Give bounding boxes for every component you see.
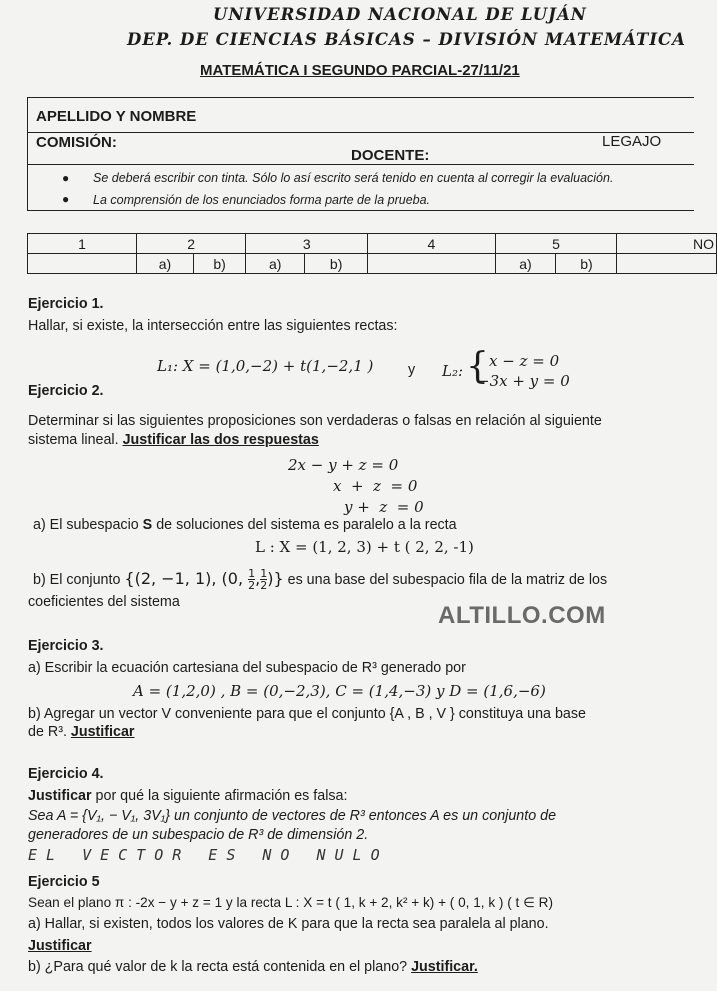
ex4-line3: generadores de un subespacio de R³ de dimensión 2. [28, 827, 369, 843]
ex5-line4-text: b) ¿Para qué valor de k la recta está contenida en el plano? [28, 959, 412, 975]
ex5-title: Ejercicio 5 [28, 874, 100, 890]
note-ink: Se deberá escribir con tinta. Sólo lo así escrito será tenido en cuenta al corregir la evaluación. [93, 171, 614, 185]
ex2-sys2: x + z = 0 [333, 477, 418, 495]
department-title: DEP. DE CIENCIAS BÁSICAS – DIVISIÓN MATEMÁTICA [127, 30, 686, 49]
ex3-b-line2-text: de R³. [28, 724, 71, 740]
ex2-title: Ejercicio 2. [28, 383, 104, 399]
note-comprehension: La comprensión de los enunciados forma parte de la prueba. [93, 193, 431, 207]
ex2-line1: Determinar si las siguientes proposiciones son verdaderas o falsas en relación al siguiente [28, 413, 602, 429]
grade-sub: b) [193, 254, 245, 274]
ex5-justify-b: Justificar. [411, 959, 478, 975]
ex3-b: b) Agregar un vector V conveniente para que el conjunto {A , B , V } constituya una base [28, 706, 586, 722]
ex1-and: y [408, 362, 416, 378]
ex5-line2: a) Hallar, si existen, todos los valores de K para que la recta sea paralela al plano. [28, 916, 549, 932]
fraction-num: 1 [260, 567, 268, 580]
grade-header: 1 [28, 234, 137, 254]
fraction-num: 1 [248, 567, 256, 580]
grade-sub: a) [495, 254, 556, 274]
ex2-line2 [28, 432, 319, 448]
ex1-line2-label: L₂: [442, 362, 464, 380]
ex5-line1: Sean el plano π : -2x − y + z = 1 y la recta L : X = t ( 1, k + 2, k² + k) + ( 0, 1, k ) ( t ∈ R) [28, 895, 554, 910]
ex2-a [33, 517, 457, 533]
ex2-sys3: y + z = 0 [344, 498, 424, 516]
ex3-title: Ejercicio 3. [28, 638, 104, 654]
grade-cell [28, 254, 137, 274]
legajo-label: LEGAJO [602, 133, 662, 150]
grade-header: 4 [368, 234, 495, 254]
bullet-icon: ● [62, 192, 70, 206]
ex3-justify: Justificar [70, 724, 135, 740]
grade-sub: a) [246, 254, 305, 274]
ex2-a-post: de soluciones del sistema es paralelo a la recta [152, 517, 457, 533]
ex2-a-s: S [142, 517, 153, 533]
grade-cell [368, 254, 495, 274]
ex1-line1: L₁: X = (1,0,−2) + t(1,−2,1 ) [157, 357, 374, 375]
ex3-b-line2 [28, 724, 134, 740]
ex3-a: a) Escribir la ecuación cartesiana del subespacio de R³ generado por [28, 660, 466, 676]
ex5-line4 [28, 959, 478, 975]
ex2-b-line2: coeficientes del sistema [28, 594, 180, 610]
grade-header: 5 [495, 234, 617, 254]
ex2-b-pre: b) El conjunto [33, 572, 125, 588]
exam-title: MATEMÁTICA I SEGUNDO PARCIAL-27/11/21 [200, 62, 520, 79]
commission-label: COMISIÓN: [36, 134, 117, 151]
ex2-line2-text: sistema lineal. [28, 432, 123, 448]
ex2-b-set: {(2, −1, 1), (0, $\frac{1}{2}$ , $\frac{1}{2}$ )} [124, 567, 284, 592]
ex2-sys1: 2x − y + z = 0 [288, 456, 399, 474]
teacher-label: DOCENTE: [351, 147, 430, 164]
name-label: APELLIDO Y NOMBRE [36, 108, 197, 125]
ex2-b-set-b: )} [267, 569, 284, 588]
ex4-line1-text: por qué la siguiente afirmación es falsa: [91, 788, 348, 804]
ex1-line2-eq2: −3x + y = 0 [477, 372, 570, 390]
ex1-text: Hallar, si existe, la intersección entre las siguientes rectas: [28, 318, 398, 334]
ex2-a-line: L : X = (1, 2, 3) + t ( 2, 2, -1) [255, 538, 474, 556]
ex4-line2: Sea A = {V₁, − V₁, 3V₁} un conjunto de vectores de R³ entonces A es un conjunto de [28, 808, 557, 824]
grade-sub: b) [305, 254, 368, 274]
grade-sub: b) [556, 254, 617, 274]
ex2-justify: Justificar las dos respuestas [122, 432, 319, 448]
ex4-justify: Justificar [28, 788, 92, 804]
handwritten-answer: EL VECTOR ES NO NULO [28, 846, 389, 864]
commission-row [28, 132, 694, 165]
grade-header: NO [617, 234, 717, 254]
ex1-line2-eq1: x − z = 0 [489, 352, 560, 370]
university-title: UNIVERSIDAD NACIONAL DE LUJÁN [213, 5, 587, 24]
ex2-b [33, 568, 607, 591]
grade-header: 3 [246, 234, 368, 254]
brace-icon: { [466, 346, 489, 387]
ex1-title: Ejercicio 1. [28, 296, 104, 312]
grade-table [27, 233, 717, 274]
ex2-b-set-a: {(2, −1, 1), (0, [124, 569, 249, 588]
grade-cell [617, 254, 717, 274]
grade-sub: a) [137, 254, 194, 274]
fraction-half [248, 568, 255, 591]
watermark: ALTILLO.COM [438, 602, 606, 629]
ex2-a-pre: a) El subespacio [33, 517, 143, 533]
student-info-box [27, 97, 694, 211]
ex3-vectors: A = (1,2,0) , B = (0,−2,3), C = (1,4,−3) y D = (1,6,−6) [133, 682, 546, 700]
fraction-den: 2 [248, 579, 256, 592]
grade-header: 2 [137, 234, 246, 254]
ex4-title: Ejercicio 4. [28, 766, 104, 782]
name-row [28, 98, 694, 133]
bullet-icon: ● [62, 171, 70, 185]
ex5-justify: Justificar [28, 938, 92, 954]
fraction-den: 2 [260, 579, 268, 592]
ex2-b-post: es una base del subespacio fila de la matriz de los [283, 572, 608, 588]
ex4-line1 [28, 788, 347, 804]
